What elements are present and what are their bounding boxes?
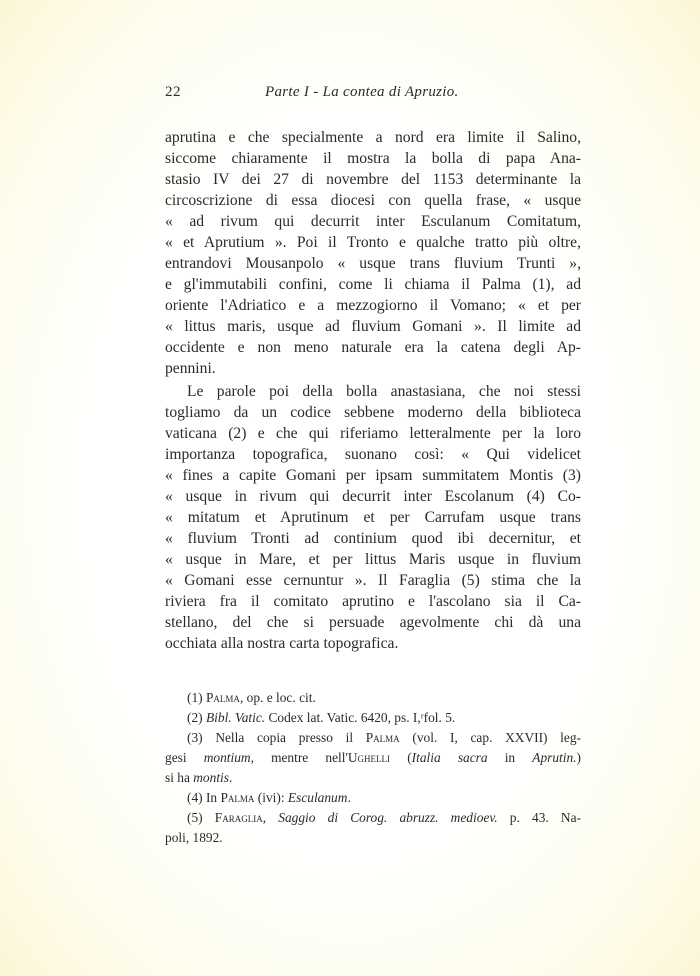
footnote-5-cont xyxy=(165,828,581,848)
footnote-text: , xyxy=(262,810,279,825)
text-line: entrandovi Mousanpolo « usque trans fluvium Trunti », xyxy=(165,255,581,272)
author-name: Ughelli xyxy=(347,750,391,765)
text-line: « usque in rivum qui decurrit inter Escolanum (4) Co- xyxy=(165,488,581,505)
footnote-text: . xyxy=(228,770,233,785)
text-line: occidente e non meno naturale era la catena degli Ap- xyxy=(165,339,581,356)
footnote-text: , mentre nell' xyxy=(250,750,348,765)
footnote-3 xyxy=(165,728,581,748)
footnote-mark: (3) xyxy=(187,730,203,745)
footnote-text: poli, 1892. xyxy=(165,830,223,845)
footnote-mark: (5) xyxy=(187,810,203,825)
text-line: « ad rivum qui decurrit inter Esculanum Comitatum, xyxy=(165,213,581,230)
text-line: aprutina e che specialmente a nord era limite il Salino, xyxy=(165,129,581,146)
main-text xyxy=(165,127,581,654)
text-line: Le parole poi della bolla anastasiana, che noi stessi xyxy=(187,383,581,400)
footnote-5 xyxy=(165,808,581,828)
text-line: stellano, del che si persuade agevolmente chi dà una xyxy=(165,614,581,631)
footnote-text: Nella copia presso il xyxy=(202,730,366,745)
footnote-3-end xyxy=(165,768,581,788)
footnote-text: Codex lat. Vatic. 6420, ps. I,ʳfol. 5. xyxy=(265,710,456,725)
text-line: pennini. xyxy=(165,360,216,377)
text-line: « Gomani esse cernuntur ». Il Faraglia (5) stima che la xyxy=(165,572,581,589)
text-line: « et Aprutium ». Poi il Tronto e qualche tratto più oltre, xyxy=(165,234,581,251)
text-line: siccome chiaramente il mostra la bolla di papa Ana- xyxy=(165,150,581,167)
footnote-mark: (2) xyxy=(187,710,203,725)
text-line: occhiata alla nostra carta topografica. xyxy=(165,635,399,652)
author-name: Palma xyxy=(220,790,255,805)
author-name: Palma xyxy=(205,690,240,705)
text-line: « fines a capite Gomani per ipsam summitatem Montis (3) xyxy=(165,467,581,484)
source-title: Bibl. Vatic. xyxy=(205,710,266,725)
text-line: « fluvium Tronti ad continium quod ibi decernitur, et xyxy=(165,530,581,547)
footnote-text: in xyxy=(487,750,533,765)
text-line: stasio IV dei 27 di novembre del 1153 determinante la xyxy=(165,171,581,188)
text-line: circoscrizione di essa diocesi con quella frase, « usque xyxy=(165,192,581,209)
source-title: Saggio di Corog. abruzz. medioev. xyxy=(278,810,498,825)
author-name: Palma xyxy=(365,730,400,745)
footnote-text: p. 43. Na- xyxy=(497,810,581,825)
author-name: Faraglia xyxy=(214,810,263,825)
footnote-text: In xyxy=(202,790,221,805)
book-page xyxy=(165,84,581,848)
text-line: « littus maris, usque ad fluvium Gomani ». Il limite ad xyxy=(165,318,581,335)
italic-term: Esculanum xyxy=(287,790,348,805)
footnote-text: gesi xyxy=(165,750,204,765)
italic-term: montis xyxy=(193,770,229,785)
running-header xyxy=(165,84,581,106)
text-line: riviera fra il comitato aprutino e l'ascolano sia il Ca- xyxy=(165,593,581,610)
footnote-text: ) xyxy=(576,750,581,765)
text-line: oriente l'Adriatico e a mezzogiorno il Vomano; « et per xyxy=(165,297,581,314)
text-line: e gl'immutabili confini, come li chiama il Palma (1), ad xyxy=(165,276,581,293)
footnote-2 xyxy=(165,708,581,728)
footnote-1 xyxy=(165,688,581,708)
running-title: Parte I - La contea di Apruzio. xyxy=(265,84,459,100)
footnote-text: (ivi): xyxy=(254,790,288,805)
footnote-3-cont xyxy=(165,748,581,768)
text-line: importanza topografica, suonano così: « Qui videlicet xyxy=(165,446,581,463)
footnote-text: . xyxy=(347,790,351,805)
page-number: 22 xyxy=(165,84,181,100)
footnote-text: ( xyxy=(390,750,412,765)
footnote-text: , op. e loc. cit. xyxy=(239,690,316,705)
source-title: Aprutin. xyxy=(532,750,577,765)
footnotes xyxy=(165,688,581,848)
footnote-4 xyxy=(165,788,581,808)
footnote-text: si ha xyxy=(165,770,194,785)
footnote-mark: (4) xyxy=(187,790,203,805)
text-line: vaticana (2) e che qui riferiamo letteralmente per la loro xyxy=(165,425,581,442)
text-line: togliamo da un codice sebbene moderno della biblioteca xyxy=(165,404,581,421)
text-line: « mitatum et Aprutinum et per Carrufam usque trans xyxy=(165,509,581,526)
paragraph-1 xyxy=(165,127,581,379)
source-title: Italia sacra xyxy=(411,750,488,765)
footnote-mark: (1) xyxy=(187,690,203,705)
footnote-text: (vol. I, cap. XXVII) leg- xyxy=(399,730,581,745)
paragraph-2 xyxy=(165,381,581,654)
text-line: « usque in Mare, et per littus Maris usque in fluvium xyxy=(165,551,581,568)
italic-term: montium xyxy=(203,750,251,765)
